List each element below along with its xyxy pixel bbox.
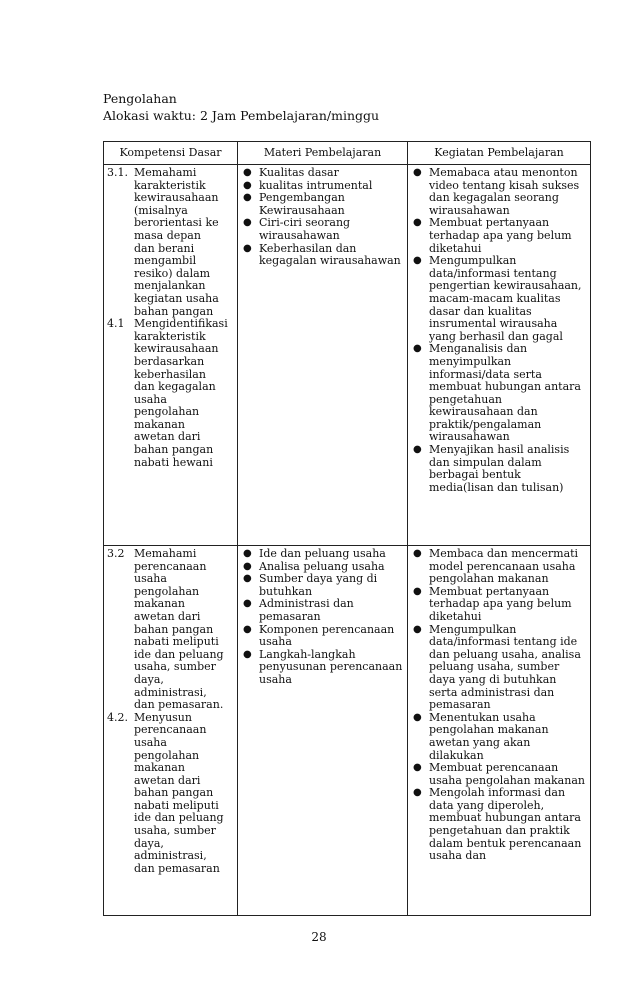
section-title: Pengolahan [103, 91, 177, 106]
time-allocation: Alokasi waktu: 2 Jam Pembelajaran/minggu [103, 108, 380, 123]
kd-text: Memahami karakteristik kewirausahaan (misalnya berorientasi ke masa depan dan berani mengambil resiko) dalam menjalankan kegiatan usaha bahan pangan [134, 166, 219, 318]
materi-cell [238, 165, 408, 546]
list-item: ● Memabaca atau menonton video tentang kisah sukses dan kegagalan seorang wirausahawan [413, 166, 580, 217]
kd-text: Mengidentifikasi karakteristik kewirausahaan berdasarkan keberhasilan dan kegagalan usaha pengolahan makanan awetan dari bahan pangan nabati hewani [134, 317, 228, 469]
list-item: ● Ciri-ciri seorang wirausahawan [243, 216, 351, 242]
bullet-icon: ● [243, 623, 252, 635]
bullet-icon: ● [243, 192, 252, 204]
list-item: ● Membuat pertanyaan terhadap apa yang belum diketahui [413, 584, 572, 623]
list-item: ● Mengumpulkan data/informasi tentang ide dan peluang usaha, analisa peluang usaha, sumber daya yang di butuhkan serta administrasi dan pemasaran [413, 622, 581, 712]
table-row [104, 165, 591, 546]
kd-item [107, 167, 234, 318]
list-item: ● Membuat pertanyaan terhadap apa yang belum diketahui [413, 216, 572, 255]
kd-item [107, 318, 234, 469]
bullet-icon: ● [413, 585, 422, 597]
bullet-icon: ● [413, 343, 422, 355]
list-item: ● Mengolah informasi dan data yang diperoleh, membuat hubungan antara pengetahuan dan praktik dalam bentuk perencanaan usaha dan [413, 786, 582, 863]
kd-item [107, 712, 234, 876]
kd-number: 4.1 [107, 317, 125, 331]
bullet-icon: ● [413, 548, 422, 559]
list-item: ● Membaca dan mencermati model perencanaan usaha pengolahan makanan [413, 547, 579, 586]
list-item: ● Ide dan peluang usaha [243, 547, 386, 560]
bullet-icon: ● [413, 762, 422, 774]
list-item: ● Sumber daya yang di butuhkan [243, 572, 378, 598]
kd-text: Menyusun perencanaan usaha pengolahan makanan awetan dari bahan pangan nabati meliputi ide dan peluang usaha, sumber daya, administrasi, dan pemasaran [134, 710, 224, 875]
kegiatan-cell [408, 165, 591, 546]
list-item: ● Keberhasilan dan kegagalan wirausahawan [243, 241, 401, 268]
bullet-icon: ● [243, 242, 252, 254]
list-item: ● Menganalisis dan menyimpulkan informasi/data serta membuat hubungan antara pengetahuan kewirausahaan dan praktik/pengalaman wirausahawan [413, 342, 581, 444]
bullet-icon: ● [413, 787, 422, 799]
curriculum-table [103, 141, 591, 916]
kd-number: 3.1. [107, 166, 128, 179]
bullet-icon: ● [413, 255, 422, 267]
materi-cell [238, 546, 408, 916]
list-item: ● kualitas intrumental [243, 178, 373, 192]
bullet-icon: ● [413, 623, 422, 635]
header-kegiatan: Kegiatan Pembelajaran [408, 142, 591, 165]
kd-cell [104, 165, 238, 546]
bullet-icon: ● [243, 167, 252, 178]
bullet-icon: ● [413, 711, 422, 723]
section-heading [103, 90, 379, 124]
list-item: ● Administrasi dan pemasaran [243, 597, 354, 623]
bullet-icon: ● [243, 217, 252, 229]
bullet-icon: ● [243, 179, 252, 191]
list-item: ● Mengumpulkan data/informasi tentang pengertian kewirausahaan, macam-macam kualitas dasar dan kualitas insrumental wirausaha yang berhasil dan gagal [413, 254, 582, 343]
kd-cell [104, 546, 238, 916]
list-item: ● Analisa peluang usaha [243, 559, 385, 573]
list-item: ● Komponen perencanaan usaha [243, 622, 395, 649]
kd-number: 4.2. [107, 710, 128, 724]
kd-number: 3.2 [107, 547, 125, 560]
bullet-icon: ● [413, 444, 422, 456]
list-item: ● Pengembangan Kewirausahaan [243, 191, 345, 217]
list-item: ● Kualitas dasar [243, 166, 339, 179]
list-item: ● Menyajikan hasil analisis dan simpulan dalam berbagai bentuk media(lisan dan tulisan) [413, 443, 570, 494]
page-number: 28 [311, 930, 327, 944]
list-item: ● Langkah-langkah penyusunan perencanaan usaha [243, 647, 403, 686]
bullet-icon: ● [413, 167, 422, 178]
bullet-icon: ● [243, 573, 252, 585]
header-materi: Materi Pembelajaran [238, 142, 408, 165]
bullet-icon: ● [243, 548, 252, 559]
list-item: ● Menentukan usaha pengolahan makanan awetan yang akan dilakukan [413, 710, 549, 762]
bullet-icon: ● [243, 598, 252, 610]
header-kompetensi: Kompetensi Dasar [104, 142, 238, 165]
table-header-row [104, 142, 591, 165]
kegiatan-cell [408, 546, 591, 916]
kd-item [107, 548, 234, 712]
kd-text: Memahami perencanaan usaha pengolahan makanan awetan dari bahan pangan nabati meliputi ide dan peluang usaha, sumber daya, administrasi, dan pemasaran. [134, 547, 224, 712]
list-item: ● Membuat perencanaan usaha pengolahan makanan [413, 761, 585, 787]
bullet-icon: ● [413, 217, 422, 229]
bullet-icon: ● [243, 648, 252, 660]
table-row [104, 546, 591, 916]
bullet-icon: ● [243, 560, 252, 572]
